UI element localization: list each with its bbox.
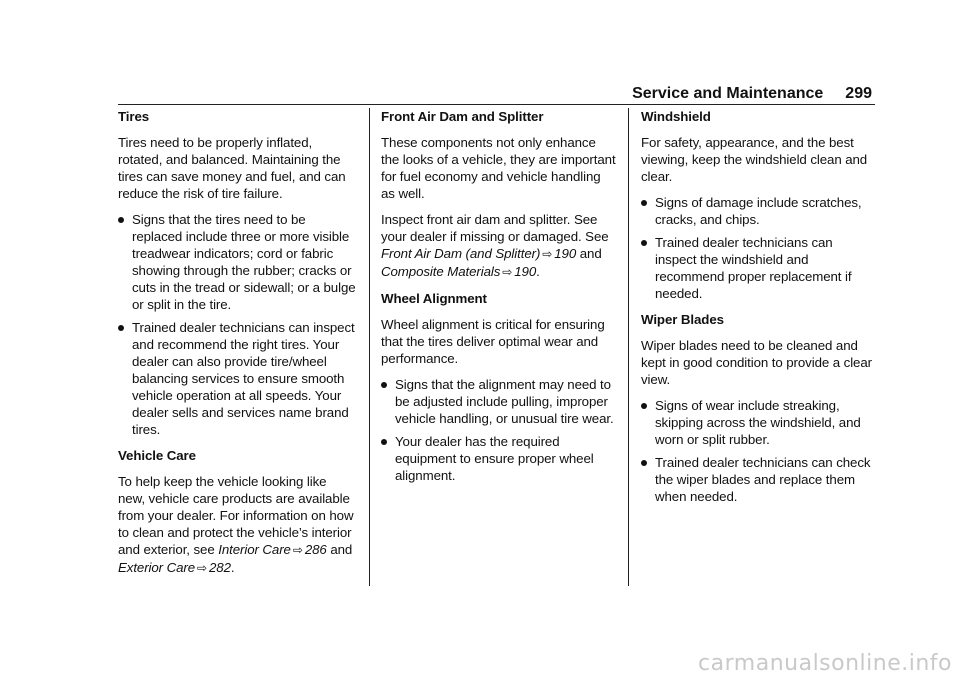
bullet-icon — [641, 240, 647, 246]
list-item — [641, 194, 874, 228]
windshield-text: For safety, appearance, and the best viewing, keep the windshield clean and clear. — [641, 135, 868, 184]
arrow-right-icon: ⇨ — [542, 247, 553, 261]
and-word: and — [330, 542, 353, 557]
bullet-icon — [641, 403, 647, 409]
list-item — [381, 376, 616, 427]
bullet-icon — [118, 217, 124, 223]
air-dam-body: Inspect front air dam and splitter. See your dealer if missing or damaged. See — [381, 212, 609, 244]
alignment-bullet-list — [381, 376, 616, 484]
xref-interior-care-link[interactable]: Interior Care — [218, 542, 291, 557]
sentence-period: . — [536, 264, 540, 279]
wiper-bullet-list — [641, 397, 874, 505]
arrow-right-icon: ⇨ — [292, 543, 303, 557]
vehicle-care-body: To help keep the vehicle looking like new, vehicle care products are available from your dealer. For information on how to clean and protect the vehicle’s interior and exterior, see — [118, 474, 354, 557]
list-item — [641, 234, 874, 302]
list-item-text: Trained dealer technicians can inspect and recommend the right tires. Your dealer can also provide tire/wheel balancing services to ensure smooth vehicle operation at all speeds. Your dealer sells and services name brand tires. — [132, 320, 355, 437]
section-title: Service and Maintenance — [632, 85, 824, 102]
wheel-alignment-text: Wheel alignment is critical for ensuring that the tires deliver optimal wear and performance. — [381, 317, 605, 366]
column-windshield-wipers — [641, 108, 874, 514]
list-item — [381, 433, 616, 484]
column-tires-vehicle-care — [118, 108, 356, 586]
header-rule — [118, 104, 875, 105]
vehicle-care-heading: Vehicle Care — [118, 448, 196, 463]
windshield-bullet-list — [641, 194, 874, 302]
xref-composite-materials-link[interactable]: Composite Materials — [381, 264, 501, 279]
tires-bullet-list — [118, 211, 356, 438]
air-dam-text-1: These components not only enhance the looks of a vehicle, they are important for fuel economy and vehicle handling as well. — [381, 135, 616, 201]
page-number: 299 — [845, 85, 872, 102]
and-word: and — [579, 246, 602, 261]
xref-interior-care-page[interactable]: 286 — [304, 542, 327, 557]
list-item — [641, 397, 874, 448]
wiper-blades-text: Wiper blades need to be cleaned and kept in good condition to provide a clear view. — [641, 338, 872, 387]
page-header — [452, 84, 872, 104]
windshield-heading: Windshield — [641, 109, 711, 124]
air-dam-heading: Front Air Dam and Splitter — [381, 109, 544, 124]
list-item — [641, 454, 874, 505]
arrow-right-icon: ⇨ — [502, 265, 513, 279]
list-item-text: Signs that the tires need to be replaced include three or more visible treadwear indicators; cord or fabric showing through the rubber; cracks or cuts in the tread or sidewall; or a bulge or split in the tire. — [132, 212, 356, 312]
list-item-text: Your dealer has the required equipment to ensure proper wheel alignment. — [395, 434, 594, 483]
wiper-blades-heading: Wiper Blades — [641, 312, 724, 327]
vehicle-care-text — [118, 473, 356, 577]
sentence-period: . — [230, 560, 235, 575]
xref-exterior-care-page[interactable]: 282 — [209, 560, 231, 575]
list-item-text: Trained dealer technicians can inspect the windshield and recommend proper replacement if needed. — [655, 235, 852, 301]
xref-air-dam-link[interactable]: Front Air Dam (and Splitter) — [381, 246, 541, 261]
list-item-text: Signs of wear include streaking, skipping across the windshield, and worn or split rubber. — [655, 398, 861, 447]
bullet-icon — [118, 325, 124, 331]
column-divider — [628, 108, 629, 586]
column-divider — [369, 108, 370, 586]
tires-intro: Tires need to be properly inflated, rotated, and balanced. Maintaining the tires can save money and fuel, and can reduce the risk of tire failure. — [118, 135, 346, 201]
watermark: carmanualsonline.info — [698, 651, 952, 676]
tires-heading: Tires — [118, 109, 150, 124]
wheel-alignment-heading: Wheel Alignment — [381, 291, 487, 306]
xref-exterior-care-link[interactable]: Exterior Care — [118, 560, 196, 575]
list-item-text: Signs of damage include scratches, cracks, and chips. — [655, 195, 862, 227]
list-item — [118, 319, 356, 438]
bullet-icon — [641, 460, 647, 466]
list-item-text: Trained dealer technicians can check the wiper blades and replace them when needed. — [655, 455, 871, 504]
air-dam-text-2 — [381, 211, 616, 281]
list-item-text: Signs that the alignment may need to be adjusted include pulling, improper vehicle handling, or unusual tire wear. — [395, 377, 614, 426]
bullet-icon — [381, 439, 387, 445]
bullet-icon — [381, 382, 387, 388]
xref-air-dam-page[interactable]: 190 — [554, 246, 577, 261]
arrow-right-icon: ⇨ — [197, 561, 207, 575]
list-item — [118, 211, 356, 313]
column-air-dam-alignment — [381, 108, 616, 493]
bullet-icon — [641, 200, 647, 206]
xref-composite-materials-page[interactable]: 190 — [514, 264, 537, 279]
